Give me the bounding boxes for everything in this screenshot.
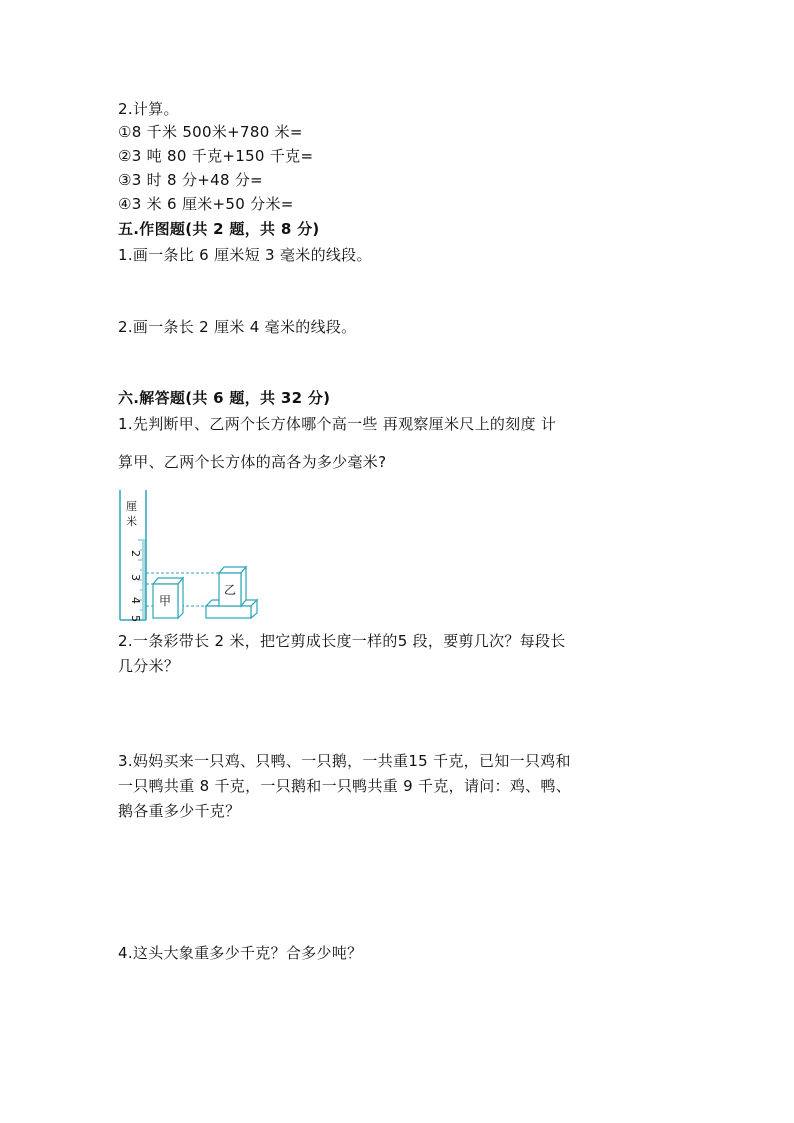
calc-item-2: ②3 吨 80 千克+150 千克= <box>118 147 314 165</box>
calc-title: 2.计算。 <box>118 100 179 118</box>
calc-item-3: ③3 时 8 分+48 分= <box>118 171 264 189</box>
section-6-question-3-line-3: 鹅各重多少千克？ <box>118 802 241 820</box>
section-6-question-2-line-1: 2.一条彩带长 2 米，把它剪成长度一样的5 段，要剪几次？每段长 <box>118 632 566 650</box>
section-5-question-1: 1.画一条比 6 厘米短 3 毫米的线段。 <box>118 246 372 264</box>
section-6-question-4: 4.这头大象重多少千克？合多少吨？ <box>118 944 363 962</box>
section-6-question-2-line-2: 几分米？ <box>118 657 180 675</box>
ruler-unit-char-1: 厘 <box>126 500 137 513</box>
box-jia-label: 甲 <box>159 594 172 608</box>
section-6-question-1-line-2: 算甲、乙两个长方体的高各为多少毫米? <box>118 453 387 471</box>
ruler-boxes-figure <box>116 488 266 623</box>
ruler-tick-label-5: 5 <box>129 615 142 622</box>
section-6-question-1-line-1: 1.先判断甲、乙两个长方体哪个高一些 再观察厘米尺上的刻度 计 <box>118 415 557 433</box>
section-5-question-2: 2.画一条长 2 厘米 4 毫米的线段。 <box>118 318 357 336</box>
section-5-heading: 五.作图题(共 2 题，共 8 分) <box>118 220 320 238</box>
calc-item-4: ④3 米 6 厘米+50 分米= <box>118 195 294 213</box>
box-yi-label: 乙 <box>224 583 237 597</box>
ruler-tick-label-2: 2 <box>129 550 142 557</box>
section-6-question-3-line-2: 一只鸭共重 8 千克，一只鹅和一只鸭共重 9 千克，请问：鸡、鸭、 <box>118 777 572 795</box>
ruler-unit-char-2: 米 <box>126 515 137 528</box>
centimeter-ruler <box>120 490 146 622</box>
ruler-tick-label-3: 3 <box>129 574 142 581</box>
section-6-question-3-line-1: 3.妈妈买来一只鸡、只鸭、一只鹅，一共重15 千克，已知一只鸡和 <box>118 752 571 770</box>
ruler-boxes-svg <box>116 488 266 623</box>
ruler-tick-label-4: 4 <box>129 597 142 604</box>
section-6-heading: 六.解答题(共 6 题，共 32 分) <box>118 389 331 407</box>
calc-item-1: ①8 千米 500米+780 米= <box>118 123 303 141</box>
